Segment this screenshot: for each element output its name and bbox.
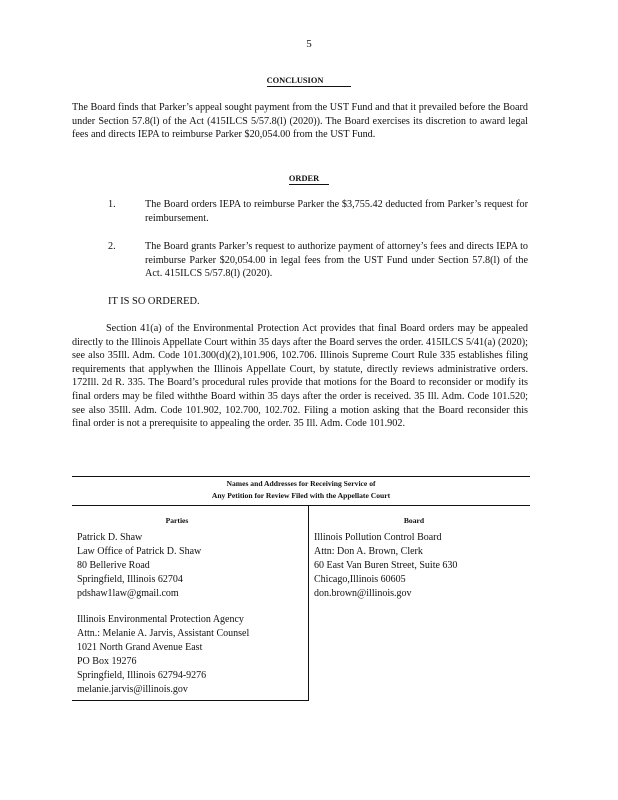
board-email-link[interactable]: don.brown@illinois.gov [314, 588, 412, 599]
board-address-line: Illinois Pollution Control Board [314, 532, 442, 543]
service-addresses-table [72, 476, 530, 702]
parties-column [77, 516, 303, 697]
service-table-title [72, 478, 530, 502]
so-ordered-statement: IT IS SO ORDERED. [108, 296, 200, 307]
party-email-link[interactable]: pdshaw1law@gmail.com [77, 588, 179, 599]
party-address-line: PO Box 19276 [77, 656, 137, 667]
board-address-line: 60 East Van Buren Street, Suite 630 [314, 560, 458, 571]
order-item-number: 2. [108, 241, 116, 252]
board-address-line: Chicago,Illinois 60605 [314, 574, 406, 585]
party-address-line: Attn.: Melanie A. Jarvis, Assistant Counsel [77, 628, 250, 639]
party-address-line: 80 Bellerive Road [77, 560, 150, 571]
party-address-line: Springfield, Illinois 62704 [77, 574, 183, 585]
board-address-line: Attn: Don A. Brown, Clerk [314, 546, 423, 557]
board-heading: Board [403, 516, 425, 525]
party-address-line: Law Office of Patrick D. Shaw [77, 546, 202, 557]
service-table-title-line-1: Names and Addresses for Receiving Service of [226, 479, 376, 488]
party-address-line: Illinois Environmental Protection Agency [77, 614, 244, 625]
order-item-text: The Board grants Parker’s request to authorize payment of attorney’s fees and directs IEPA to reimburse Parker $20,054.00 in legal fees from the UST Fund under Section 57.8(l) of the Act. 415ILCS 5/57.8(l) (2020). [145, 241, 528, 280]
table-column-divider [308, 505, 309, 700]
party-email-link[interactable]: melanie.jarvis@illinois.gov [77, 684, 188, 695]
party-address-line: 1021 North Grand Avenue East [77, 642, 203, 653]
conclusion-heading [0, 74, 618, 88]
conclusion-paragraph: The Board finds that Parker’s appeal sought payment from the UST Fund and that it prevailed before the Board under Section 57.8(l) of the Act (415ILCS 5/57.8(l) (2020)). The Board exercises its discretion to award legal fees and directs IEPA to reimburse Parker $20,054.00 from the UST Fund. [72, 102, 528, 141]
table-top-border [72, 476, 530, 477]
party-address-line: Springfield, Illinois 62794-9276 [77, 670, 207, 681]
party-address-line: Patrick D. Shaw [77, 532, 143, 543]
order-heading [0, 172, 618, 186]
board-column [314, 516, 526, 601]
page-number: 5 [306, 38, 312, 50]
service-table-title-line-2: Any Petition for Review Filed with the Appellate Court [211, 491, 391, 500]
conclusion-heading-text: CONCLUSION [267, 75, 352, 87]
order-item-number: 1. [108, 199, 116, 210]
parties-heading: Parties [165, 516, 189, 525]
appeal-rights-paragraph: Section 41(a) of the Environmental Protection Act provides that final Board orders may be appealed directly to the Illinois Appellate Court within 35 days after the Board serves the order. 415ILCS 5/41(a) (2020); see also 35Ill. Adm. Code 101.300(d)(2),101.906, 102.706. Illinois Supreme Court Rule 335 establishes filing requirements that applywhen the Illinois Appellate Court, by statute, directly reviews administrative orders. 172Ill. 2d R. 335. The Board’s procedural rules provide that motions for the Board to reconsider or modify its final orders may be filed withthe Board within 35 days after the order is received. 35 Ill. Adm. Code 101.520; see also 35Ill. Adm. Code 101.902, 102.700, 102.702. Filing a motion asking that the Board reconsider this final order is not a prerequisite to appealing the order. 35 Ill. Adm. Code 101.902. [72, 323, 528, 430]
order-heading-text: ORDER [289, 173, 329, 185]
table-bottom-border [72, 700, 309, 701]
order-item-text: The Board orders IEPA to reimburse Parker the $3,755.42 deducted from Parker’s request for reimbursement. [145, 199, 528, 224]
table-header-border [72, 505, 530, 506]
